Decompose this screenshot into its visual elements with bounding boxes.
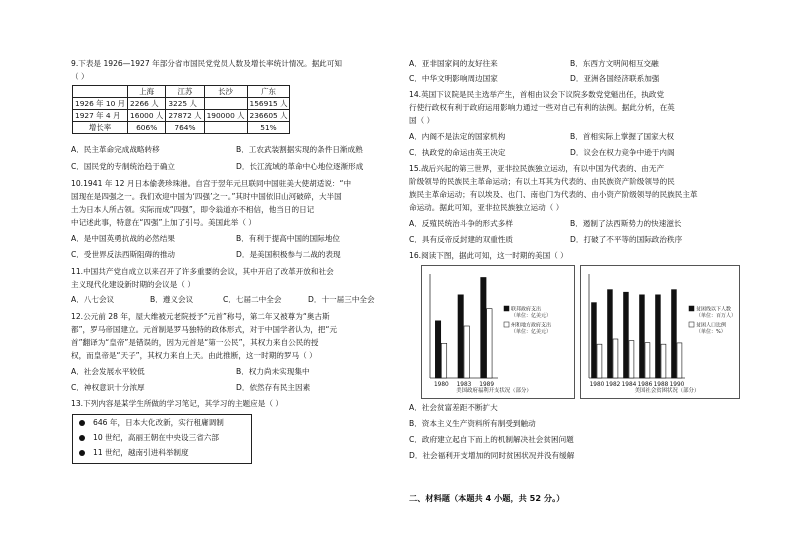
table-cell: 2266 人 xyxy=(128,98,166,110)
table-cell: 3225 人 xyxy=(166,98,204,110)
chart-welfare-spending xyxy=(421,265,575,399)
q10-option-c: C．受世界反法西斯阻碍的推动 xyxy=(71,250,176,259)
bar-series1 xyxy=(624,292,629,378)
table-cell: 51% xyxy=(247,122,290,134)
q12-line1: 12.公元前 28 年，屋大维被元老院授予“元首”称号，第二年又被尊为“奥古斯 xyxy=(71,312,330,321)
q13-option-b: B．东西方文明间相互交融 xyxy=(570,59,659,68)
legend-label: （单位：%） xyxy=(696,329,726,335)
q13-option-a: A．亚非国家间的友好往来 xyxy=(409,59,498,68)
q10-line4: 中记述此事，特意在“四强”上加了引号。美国此举（ ） xyxy=(71,218,256,227)
x-tick-label: 1980 xyxy=(589,382,605,388)
table-cell: 长沙 xyxy=(204,86,247,98)
note-text: 11 世纪，越南引进科举制度 xyxy=(93,448,189,457)
bar-series1 xyxy=(656,295,661,378)
q10-option-d: D．是美国积极参与二战的表现 xyxy=(236,250,341,259)
chart-welfare-svg xyxy=(422,266,574,398)
table-cell: 190000 人 xyxy=(204,110,247,122)
section-heading: 二、材料题（本题共 4 小题，共 52 分。） xyxy=(409,493,565,503)
q16-option-a: A．社会贫富差距不断扩大 xyxy=(409,403,498,412)
q13-notes-box xyxy=(72,414,252,464)
q12-option-a: A．社会发展水平较低 xyxy=(71,367,145,376)
q16-stem: 16.阅读下图，据此可知，这一时期的美国（ ） xyxy=(409,251,568,260)
q14-line2: 行使行政权有利于政府运用影响力通过一些对自己有利的法例。据此分析，在英 xyxy=(409,103,675,112)
legend-swatch xyxy=(504,306,509,311)
bullet-icon xyxy=(79,450,85,456)
q12-line2: 都”，罗马帝国建立。元首制是罗马独特的政体形式，对于中国学者认为，把“元 xyxy=(71,325,338,334)
q14-option-d: D．议会在权力竞争中逊于内阁 xyxy=(570,148,675,157)
q9-option-c: C．国民党的专制统治趋于确立 xyxy=(71,162,176,171)
q13-option-d: D．亚洲各国经济联系加强 xyxy=(570,74,660,83)
x-tick-label: 1984 xyxy=(621,382,637,388)
table-cell: 1926 年 10 月 xyxy=(73,98,128,110)
q16-option-d: D．社会福利开支增加的同时贫困状况并没有缓解 xyxy=(409,451,575,460)
table-cell: 上海 xyxy=(128,86,166,98)
legend-swatch xyxy=(689,306,694,311)
table-cell xyxy=(73,86,128,98)
bar-series2 xyxy=(464,326,469,378)
q15-line1: 15.战后兴起的第三世界，亚非拉民族独立运动，有以中国为代表的、由无产 xyxy=(409,164,665,173)
legend-swatch xyxy=(689,322,694,327)
q14-option-a: A．内阁不是法定的国家机构 xyxy=(409,132,506,141)
x-tick-label: 1986 xyxy=(637,382,653,388)
x-tick-label: 1982 xyxy=(605,382,621,388)
q14-line3: 国（ ） xyxy=(409,116,435,125)
x-tick-label: 1988 xyxy=(653,382,669,388)
legend-swatch xyxy=(504,322,509,327)
q15-option-b: B．遏制了法西斯势力的快速滋长 xyxy=(570,219,682,228)
chart-poverty-svg xyxy=(581,266,739,398)
bar-series1 xyxy=(458,295,463,378)
q9-stem: 9.下表是 1926—1927 年部分省市国民党党员人数及增长率统计情况。据此可知 xyxy=(71,59,342,68)
table-cell: 606% xyxy=(128,122,166,134)
table-cell: 764% xyxy=(166,122,204,134)
table-row xyxy=(73,110,290,122)
legend-label: （单位：百万人） xyxy=(696,313,737,319)
q10-line3: 土为日本人所占领。实际而成“四强”，即令翁道亦不相信，他当日的日记 xyxy=(71,205,315,214)
bar-series1 xyxy=(481,277,486,378)
chart-title: 美国政府福利开支状况（部分） xyxy=(456,388,532,394)
q15-option-c: C．具有反帝反封建的双重性质 xyxy=(409,235,514,244)
q11-option-c: C．七届二中全会 xyxy=(223,295,282,304)
table-cell: 1927 年 4 月 xyxy=(73,110,128,122)
table-cell: 增长率 xyxy=(73,122,128,134)
bar-series2 xyxy=(597,344,602,378)
q9-option-a: A．民主革命完成战略转移 xyxy=(71,145,160,154)
q11-option-d: D．十一届三中全会 xyxy=(308,295,375,304)
q9-stem-paren: （ ） xyxy=(71,72,89,81)
q14-line1: 14.英国下议院是民主选举产生，首相由议会下议院多数党党魁出任，执政党 xyxy=(409,90,665,99)
x-tick-label: 1989 xyxy=(479,382,495,388)
legend-label: （单位：亿美元） xyxy=(511,329,552,335)
bar-series2 xyxy=(629,341,634,378)
legend-label: 贫困线以下人数 xyxy=(696,306,732,313)
note-text: 646 年，日本大化改新，实行租庸调制 xyxy=(93,418,224,427)
table-row xyxy=(73,122,290,134)
bar-series2 xyxy=(645,343,650,378)
q15-line2: 阶级领导的民族民主革命运动；有以土耳其为代表的、由民族资产阶级领导的民 xyxy=(409,177,675,186)
q16-option-c: C．政府建立起自下而上的机制解决社会贫困问题 xyxy=(409,435,574,444)
q16-option-b: B．资本主义生产资料所有制受到触动 xyxy=(409,419,536,428)
q9-table xyxy=(72,85,290,134)
legend-label: （单位：亿美元） xyxy=(511,313,552,319)
q13-stem: 13.下列内容是某学生所做的学习笔记，其学习的主题应是（ ） xyxy=(71,399,283,408)
x-tick-label: 1983 xyxy=(456,382,472,388)
bar-series1 xyxy=(672,290,677,378)
q10-option-a: A．是中国英勇抗战的必然结果 xyxy=(71,234,175,243)
list-item xyxy=(79,434,219,442)
q9-option-d: D．长江流域的革命中心地位逐渐形成 xyxy=(236,162,364,171)
q14-option-c: C．执政党的命运由英王决定 xyxy=(409,148,506,157)
legend-label: 州和地方政府支出 xyxy=(511,322,552,329)
table-cell: 16000 人 xyxy=(128,110,166,122)
chart-poverty xyxy=(580,265,740,399)
q11-option-b: B．遵义会议 xyxy=(150,295,194,304)
bar-series1 xyxy=(435,321,440,378)
q12-option-c: C．神权意识十分浓厚 xyxy=(71,383,145,392)
bar-series2 xyxy=(487,309,492,378)
table-cell: 江苏 xyxy=(166,86,204,98)
q11-line1: 11.中国共产党自成立以来召开了许多重要的会议，其中开启了改革开放和社会 xyxy=(71,267,334,276)
q15-line3: 族民主革命运动；有以埃及、也门、南也门为代表的、由小资产阶级领导的民族民主革 xyxy=(409,190,698,199)
list-item xyxy=(79,419,224,427)
q12-line4: 权，而皇帝是“天子”，其权力来自上天。由此推断，这一时期的罗马（ ） xyxy=(71,351,317,360)
bullet-icon xyxy=(79,435,85,441)
q12-line3: 首”翻译为“皇帝”是错误的，因为元首是“第一公民”，其权力来自公民的授 xyxy=(71,338,319,347)
x-tick-label: 1990 xyxy=(669,382,685,388)
table-cell: 27872 人 xyxy=(166,110,204,122)
table-cell xyxy=(204,122,247,134)
q10-line1: 10.1941 年 12 月日本偷袭珍珠港。自宫于翌年元旦联同中国驻美大使胡适说：“中 xyxy=(71,179,352,188)
note-text: 10 世纪，高丽王朝在中央设三省六部 xyxy=(93,433,219,442)
q15-option-a: A．反殖民统治斗争的形式多样 xyxy=(409,219,513,228)
bar-series2 xyxy=(661,344,666,378)
q15-option-d: D．打破了不平等的国际政治秩序 xyxy=(570,235,683,244)
bar-series1 xyxy=(640,295,645,378)
q12-option-b: B．权力尚未实现集中 xyxy=(236,367,310,376)
table-row xyxy=(73,86,290,98)
q9-option-b: B．工农武装割据实现的条件日渐成熟 xyxy=(236,145,363,154)
bar-series1 xyxy=(592,303,597,378)
q15-line4: 命运动。据此可知，亚非拉民族独立运动（ ） xyxy=(409,203,564,212)
q12-option-d: D．依然存有民主因素 xyxy=(236,383,311,392)
table-cell xyxy=(204,98,247,110)
legend-label: 联邦政府支出 xyxy=(511,306,542,313)
q11-option-a: A．八七会议 xyxy=(71,295,115,304)
list-item xyxy=(79,449,189,457)
q14-option-b: B．首相实际上掌握了国家大权 xyxy=(570,132,674,141)
q11-line2: 主义现代化建设新时期的会议是（ ） xyxy=(71,280,195,289)
bar-series2 xyxy=(613,339,618,378)
table-cell: 156915 人 xyxy=(247,98,290,110)
bullet-icon xyxy=(79,420,85,426)
bar-series2 xyxy=(677,343,682,378)
table-cell: 广东 xyxy=(247,86,290,98)
table-row xyxy=(73,98,290,110)
table-cell: 236605 人 xyxy=(247,110,290,122)
q13-option-c: C．中华文明影响周边国家 xyxy=(409,74,498,83)
bar-series1 xyxy=(608,290,613,378)
chart-title: 美国社会贫困状况（部分） xyxy=(634,388,700,394)
x-tick-label: 1980 xyxy=(433,382,449,388)
q10-option-b: B．有利于提高中国的国际地位 xyxy=(236,234,340,243)
bar-series2 xyxy=(441,343,446,378)
legend-label: 贫困人口比例 xyxy=(696,322,727,329)
q10-line2: 国现在是四强之一。我们欢迎中国为‘四强’之一。”其时中国依旧山河破碎，大半国 xyxy=(71,192,342,201)
